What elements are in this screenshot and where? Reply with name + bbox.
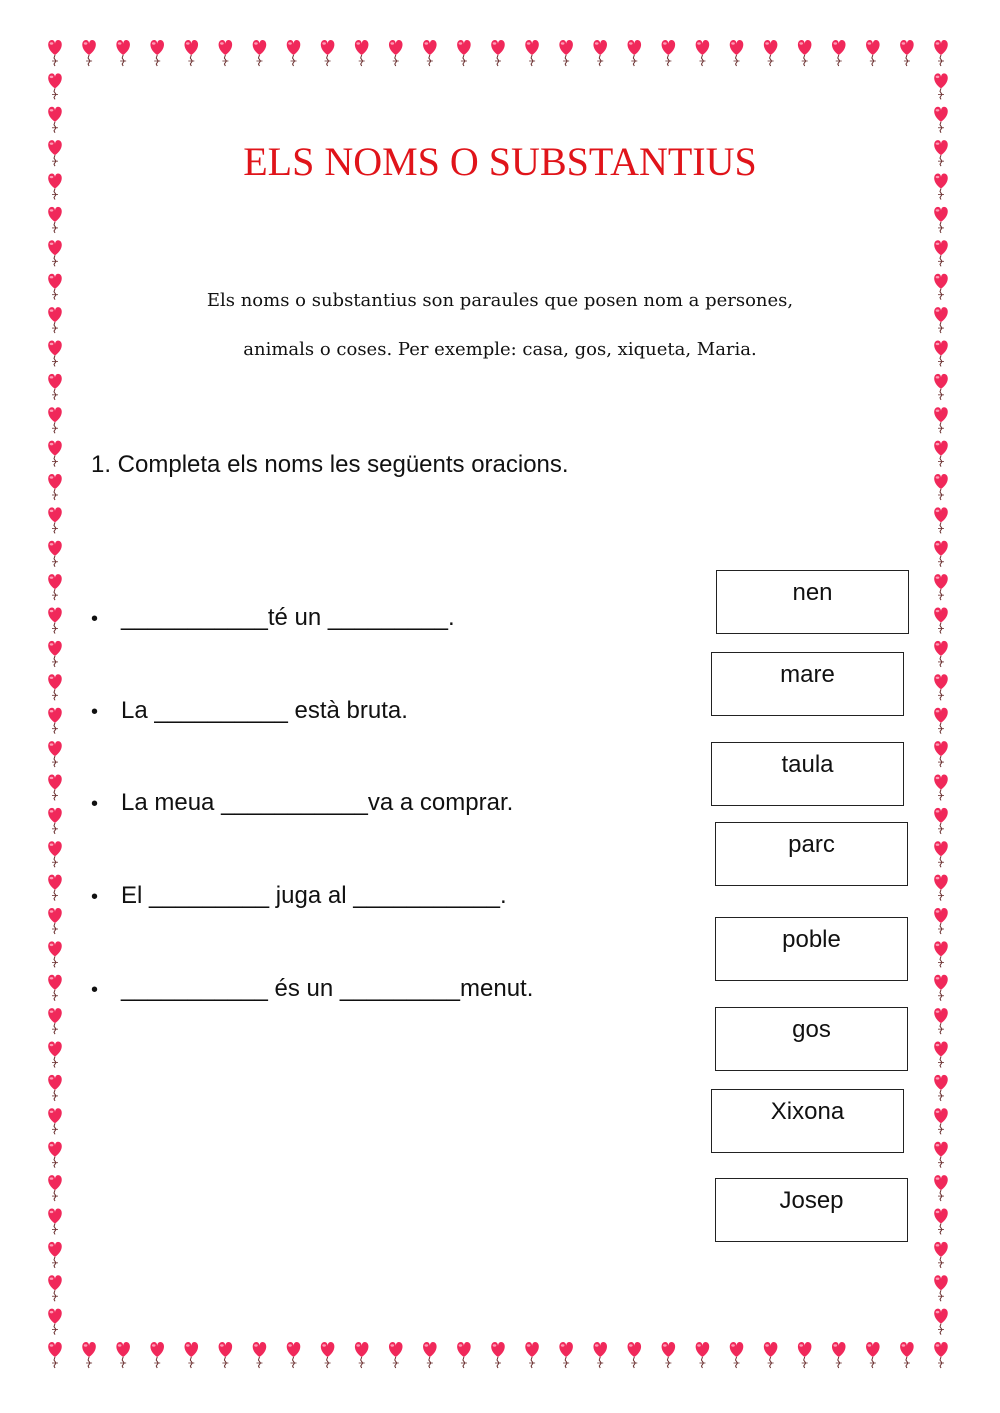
heart-balloon-icon <box>934 1208 948 1234</box>
heart-balloon-icon <box>593 40 607 66</box>
heart-balloon-icon <box>934 240 948 266</box>
intro-text-line-1: Els noms o substantius son paraules que posen nom a persones, <box>206 290 794 311</box>
heart-balloon-icon <box>934 975 948 1001</box>
heart-balloon-icon <box>48 641 62 667</box>
heart-balloon-icon <box>730 1342 744 1368</box>
heart-balloon-icon <box>934 674 948 700</box>
heart-balloon-icon <box>48 407 62 433</box>
heart-balloon-icon <box>934 107 948 133</box>
heart-balloon-icon <box>48 1008 62 1034</box>
heart-balloon-icon <box>48 1309 62 1335</box>
heart-balloon-icon <box>48 1208 62 1234</box>
heart-balloon-icon <box>866 40 880 66</box>
heart-balloon-icon <box>48 1242 62 1268</box>
heart-balloon-icon <box>48 474 62 500</box>
heart-balloon-icon <box>934 73 948 99</box>
heart-balloon-icon <box>934 1342 948 1368</box>
heart-balloon-icon <box>730 40 744 66</box>
heart-balloon-icon <box>934 374 948 400</box>
heart-balloon-icon <box>185 1342 199 1368</box>
heart-balloon-icon <box>116 1342 130 1368</box>
heart-balloon-icon <box>48 774 62 800</box>
heart-balloon-icon <box>491 40 505 66</box>
heart-balloon-icon <box>48 941 62 967</box>
heart-balloon-icon <box>525 40 539 66</box>
heart-balloon-icon <box>934 841 948 867</box>
heart-balloon-icon <box>48 674 62 700</box>
heart-balloon-icon <box>559 40 573 66</box>
heart-balloon-icon <box>696 40 710 66</box>
heart-balloon-icon <box>934 541 948 567</box>
heart-balloon-icon <box>355 40 369 66</box>
heart-balloon-icon <box>934 941 948 967</box>
heart-balloon-icon <box>48 975 62 1001</box>
heart-balloon-icon <box>934 1108 948 1134</box>
heart-balloon-icon <box>934 741 948 767</box>
heart-balloon-icon <box>287 40 301 66</box>
heart-balloon-icon <box>48 1142 62 1168</box>
heart-balloon-icon <box>457 40 471 66</box>
heart-balloon-icon <box>150 40 164 66</box>
heart-balloon-icon <box>662 40 676 66</box>
heart-balloon-icon <box>491 1342 505 1368</box>
heart-balloon-icon <box>48 240 62 266</box>
heart-balloon-icon <box>253 40 267 66</box>
heart-balloon-icon <box>150 1342 164 1368</box>
heart-balloon-icon <box>48 574 62 600</box>
word-box-taula[interactable]: taula <box>711 742 904 806</box>
sentence-3[interactable]: • La meua ___________va a comprar. <box>121 789 513 817</box>
heart-balloon-icon <box>48 808 62 834</box>
heart-balloon-icon <box>355 1342 369 1368</box>
page-title: ELS NOMS O SUBSTANTIUS <box>243 139 757 184</box>
sentence-2[interactable]: • La __________ està bruta. <box>121 697 408 725</box>
heart-balloon-icon <box>798 1342 812 1368</box>
heart-balloon-icon <box>934 641 948 667</box>
heart-balloon-icon <box>764 1342 778 1368</box>
heart-balloon-icon <box>219 40 233 66</box>
heart-balloon-icon <box>48 1342 62 1368</box>
heart-balloon-icon <box>253 1342 267 1368</box>
heart-balloon-icon <box>559 1342 573 1368</box>
heart-balloon-icon <box>48 608 62 634</box>
heart-balloon-icon <box>389 40 403 66</box>
word-box-mare[interactable]: mare <box>711 652 904 716</box>
heart-balloon-icon <box>48 1075 62 1101</box>
heart-balloon-icon <box>389 1342 403 1368</box>
heart-balloon-icon <box>934 574 948 600</box>
heart-balloon-icon <box>934 407 948 433</box>
heart-balloon-icon <box>934 1142 948 1168</box>
heart-balloon-icon <box>185 40 199 66</box>
word-box-xixona[interactable]: Xixona <box>711 1089 904 1153</box>
heart-balloon-icon <box>934 875 948 901</box>
heart-balloon-icon <box>287 1342 301 1368</box>
heart-balloon-icon <box>48 107 62 133</box>
heart-balloon-icon <box>832 1342 846 1368</box>
heart-balloon-icon <box>48 875 62 901</box>
heart-balloon-icon <box>934 808 948 834</box>
heart-balloon-icon <box>934 207 948 233</box>
heart-balloon-icon <box>696 1342 710 1368</box>
word-box-nen[interactable]: nen <box>716 570 909 634</box>
heart-balloon-icon <box>48 441 62 467</box>
heart-balloon-icon <box>934 1175 948 1201</box>
heart-balloon-icon <box>457 1342 471 1368</box>
heart-balloon-icon <box>832 40 846 66</box>
heart-balloon-icon <box>900 40 914 66</box>
heart-balloon-icon <box>48 908 62 934</box>
heart-balloon-icon <box>628 40 642 66</box>
heart-balloon-icon <box>48 1275 62 1301</box>
heart-balloon-icon <box>48 374 62 400</box>
heart-balloon-icon <box>934 1275 948 1301</box>
heart-balloon-icon <box>593 1342 607 1368</box>
heart-balloon-icon <box>934 507 948 533</box>
heart-balloon-icon <box>764 40 778 66</box>
heart-balloon-icon <box>321 1342 335 1368</box>
heart-balloon-icon <box>934 908 948 934</box>
heart-balloon-icon <box>423 40 437 66</box>
heart-balloon-icon <box>525 1342 539 1368</box>
heart-balloon-icon <box>900 1342 914 1368</box>
heart-balloon-icon <box>934 1008 948 1034</box>
intro-text-line-2: animals o coses. Per exemple: casa, gos, xiqueta, Maria. <box>243 339 757 360</box>
exercise-instruction: 1. Completa els noms les següents oracions. <box>91 451 569 478</box>
heart-balloon-icon <box>934 774 948 800</box>
heart-balloon-icon <box>48 1108 62 1134</box>
heart-balloon-icon <box>48 1175 62 1201</box>
heart-balloon-icon <box>48 73 62 99</box>
heart-balloon-icon <box>934 1075 948 1101</box>
heart-balloon-icon <box>321 40 335 66</box>
word-box-poble[interactable]: poble <box>715 917 908 981</box>
heart-balloon-icon <box>219 1342 233 1368</box>
sentence-4[interactable]: • El _________ juga al ___________. <box>121 882 507 910</box>
word-box-josep[interactable]: Josep <box>715 1178 908 1242</box>
heart-balloon-icon <box>934 40 948 66</box>
heart-balloon-icon <box>82 40 96 66</box>
heart-balloon-icon <box>934 608 948 634</box>
heart-balloon-icon <box>423 1342 437 1368</box>
heart-balloon-icon <box>48 841 62 867</box>
heart-balloon-icon <box>934 1242 948 1268</box>
word-box-gos[interactable]: gos <box>715 1007 908 1071</box>
heart-balloon-icon <box>934 1309 948 1335</box>
heart-balloon-icon <box>934 474 948 500</box>
word-box-parc[interactable]: parc <box>715 822 908 886</box>
heart-balloon-icon <box>662 1342 676 1368</box>
sentence-5[interactable]: • ___________ és un _________menut. <box>121 975 533 1003</box>
heart-balloon-icon <box>934 441 948 467</box>
heart-balloon-icon <box>48 708 62 734</box>
sentence-1[interactable]: • ___________té un _________. <box>121 604 455 632</box>
heart-balloon-icon <box>48 541 62 567</box>
heart-balloon-icon <box>798 40 812 66</box>
heart-balloon-icon <box>48 207 62 233</box>
heart-balloon-icon <box>116 40 130 66</box>
heart-balloon-icon <box>628 1342 642 1368</box>
heart-balloon-icon <box>82 1342 96 1368</box>
heart-balloon-icon <box>934 708 948 734</box>
heart-balloon-icon <box>48 507 62 533</box>
heart-balloon-icon <box>48 741 62 767</box>
heart-balloon-icon <box>934 1042 948 1068</box>
heart-balloon-icon <box>48 1042 62 1068</box>
heart-balloon-icon <box>48 40 62 66</box>
heart-balloon-icon <box>866 1342 880 1368</box>
